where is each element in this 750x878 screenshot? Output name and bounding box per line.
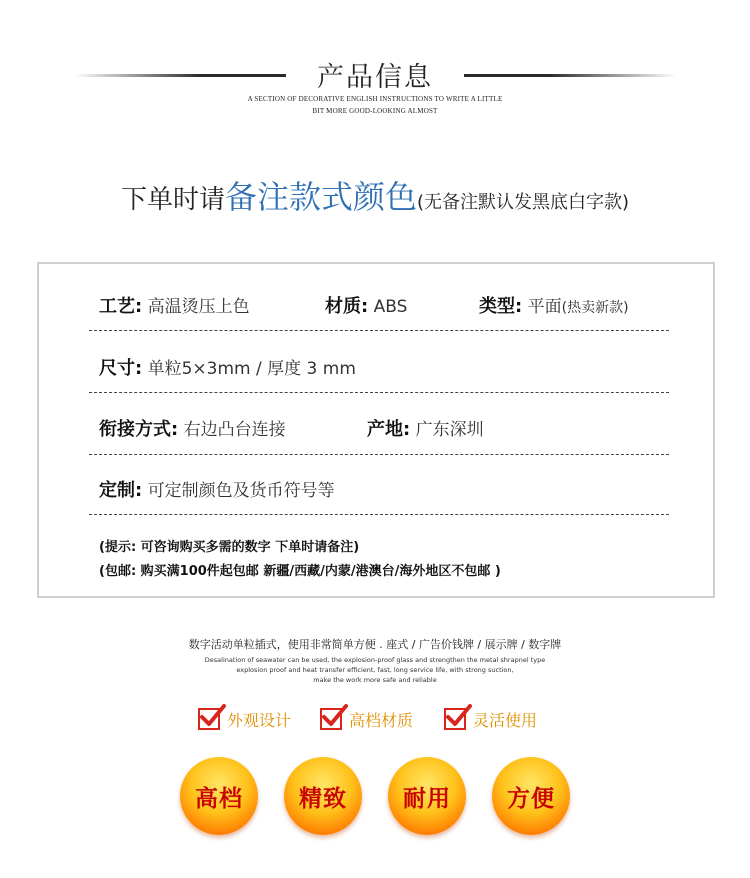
divider — [89, 330, 669, 331]
badge-label: 方便 — [507, 785, 555, 812]
spec-size-value: 单粒5×3mm / 厚度 3 mm — [147, 359, 356, 379]
order-note-highlight: 备注款式颜色 — [224, 178, 417, 216]
spec-type-label: 类型: — [479, 296, 523, 317]
spec-craft-label: 工艺: — [99, 296, 143, 317]
section-title: 产品信息 — [317, 62, 433, 93]
feature-label: 高档材质 — [349, 710, 414, 730]
order-note-lead: 下单时请 — [120, 185, 225, 215]
spec-material-label: 材质: — [325, 296, 369, 317]
spec-type-value: 平面 — [527, 297, 562, 317]
spec-origin-value: 广东深圳 — [415, 420, 484, 440]
checkmark-icon — [444, 708, 466, 730]
checkmark-icon — [320, 708, 342, 730]
spec-custom-value: 可定制颜色及货币符号等 — [147, 481, 335, 501]
spec-row-custom — [99, 476, 659, 502]
badge-label: 精致 — [299, 785, 347, 812]
badge-durable — [388, 757, 466, 835]
badge-high-end — [180, 757, 258, 835]
description-cn: 数字活动单粒插式，使用非常简单方便 . 座式 / 广告价钱牌 / 展示牌 / 数字牌 — [188, 638, 562, 651]
badge-label: 耐用 — [403, 785, 451, 812]
description-en-line3: make the work more safe and reliable — [313, 676, 437, 684]
spec-custom-label: 定制: — [99, 480, 143, 501]
spec-connect — [99, 415, 286, 441]
spec-craft-value: 高温烫压上色 — [147, 297, 250, 317]
divider — [89, 392, 669, 393]
description-en-line2: explosion proof and heat transfer efficient, fast, long service life, with strong suction, — [236, 666, 514, 674]
feature-label: 外观设计 — [227, 710, 292, 730]
spec-origin — [367, 415, 484, 441]
spec-material — [325, 292, 407, 318]
divider — [89, 454, 669, 455]
feature-list — [198, 704, 578, 734]
spec-connect-value: 右边凸台连接 — [183, 420, 286, 440]
spec-size-label: 尺寸: — [99, 358, 143, 379]
feature-item — [320, 704, 413, 734]
feature-item — [198, 704, 291, 734]
order-note-default: (无备注默认发黑底白字款) — [416, 192, 630, 213]
section-subtitle-line1: A SECTION OF DECORATIVE ENGLISH INSTRUCTIONS TO WRITE A LITTLE — [247, 95, 503, 103]
tip-shipping: (包邮: 购买满100件起包邮 新疆/西藏/内蒙/港澳台/海外地区不包邮 ) — [99, 564, 501, 579]
checkmark-icon — [198, 708, 220, 730]
spec-row-size — [99, 354, 659, 380]
spec-origin-label: 产地: — [367, 419, 411, 440]
spec-craft — [99, 292, 250, 318]
description-en-line1: Desalination of seawater can be used, the explosion-proof glass and strengthen the metal shrapnel type — [204, 656, 546, 664]
spec-connect-label: 衔接方式: — [99, 419, 179, 440]
badge-refined — [284, 757, 362, 835]
spec-box — [37, 262, 715, 598]
divider — [89, 514, 669, 515]
spec-type-note: (热卖新款) — [561, 300, 629, 316]
badge-convenient — [492, 757, 570, 835]
section-subtitle-line2: BIT MORE GOOD-LOOKING ALMOST — [312, 107, 438, 115]
feature-item — [444, 704, 537, 734]
feature-label: 灵活使用 — [473, 710, 538, 730]
order-note — [0, 172, 750, 218]
tip-consult: (提示: 可咨询购买多需的数字 下单时请备注) — [99, 540, 360, 555]
spec-material-value: ABS — [373, 297, 408, 317]
spec-type — [479, 292, 629, 318]
badge-label: 高档 — [195, 785, 243, 812]
